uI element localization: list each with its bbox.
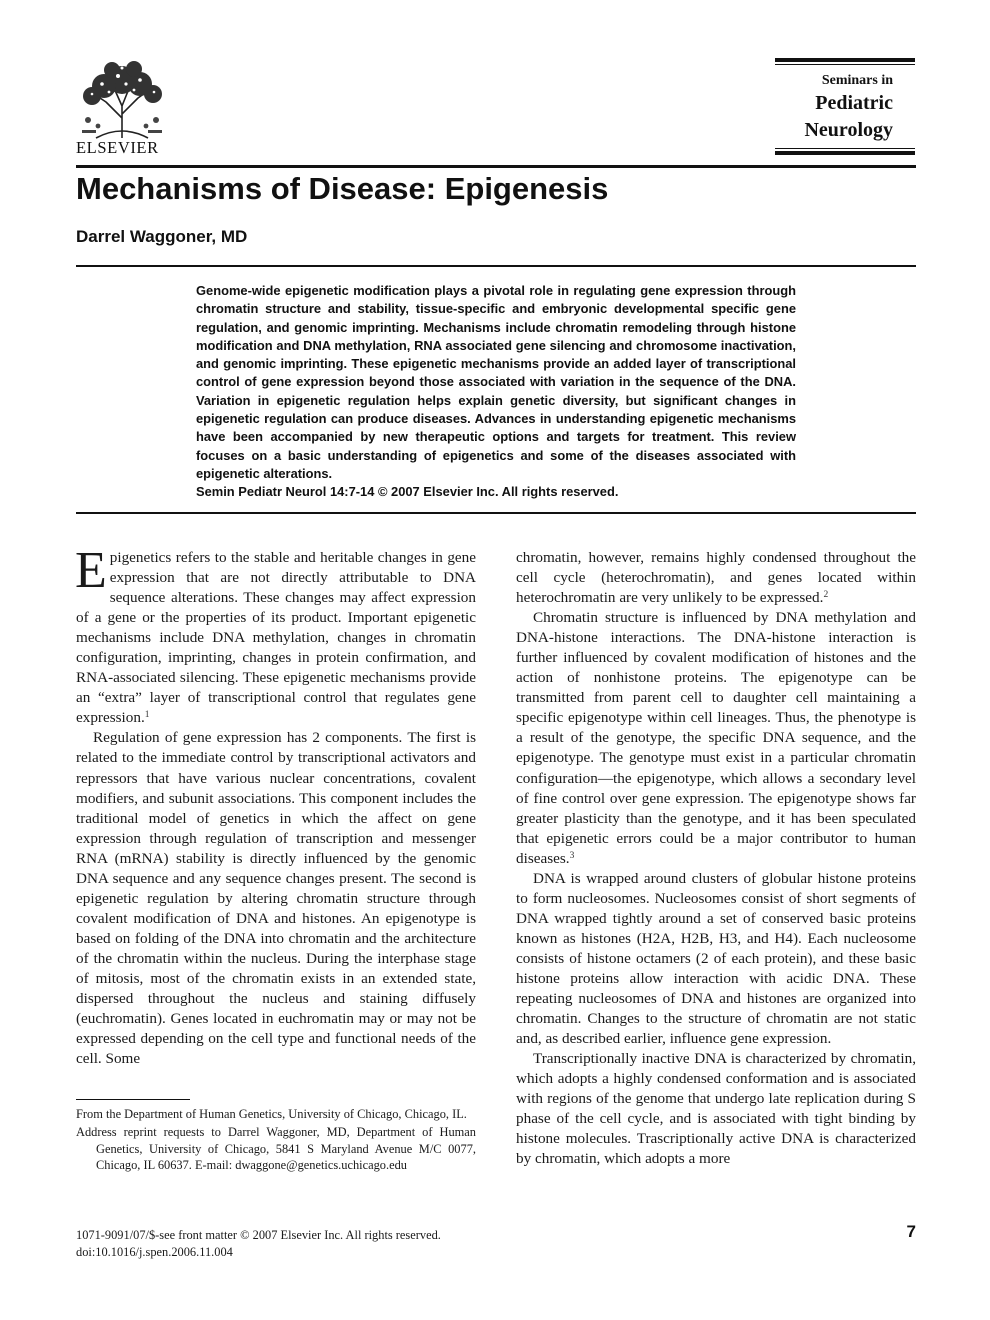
affiliation-from: From the Department of Human Genetics, University of Chicago, Chicago, IL. (76, 1107, 467, 1121)
elsevier-tree-logo-icon (76, 58, 168, 140)
header-divider (76, 165, 916, 168)
page-footer (76, 1227, 441, 1261)
paragraph-text: Chromatin structure is influenced by DNA methylation and DNA-histone interactions. The DNA-histone interaction is further influenced by covalent modification of histones and the action of nonhistone proteins. The epigenotype can be transmitted from parent cell to daughter cell maintaining a specific epigenotype within cell lineages. Thus, the phenotype is a result of the genotype, the specific DNA sequence, and the epigenotype. The genotype must exist in a particular chromatin configuration—the epigenotype, which allows a secondary level of fine control over gene expression. The epigenotype shows far greater plasticity than the genotype, and it has been speculated that epigenetic errors could be a major contributor to human diseases. (516, 609, 916, 867)
publisher-name: ELSEVIER (76, 138, 159, 157)
reference-marker[interactable]: 3 (569, 850, 575, 861)
paragraph (516, 548, 916, 608)
reference-marker[interactable]: 1 (144, 710, 150, 721)
author-name: Darrel Waggoner, MD (76, 227, 248, 246)
abstract-text: Genome-wide epigenetic modification plays a pivotal role in regulating gene expression through chromatin structure and stability, tissue-specific and embryonic developmental specific gene regulation, and genomic imprinting. Mechanisms include chromatin remodeling through histone modification and DNA methylation, RNA associated gene silencing and chromosome inactivation, and genomic imprinting. These epigenetic mechanisms provide an added layer of transcriptional control of gene expression beyond those associated with variation in the sequence of the DNA. Variation in epigenetic regulation helps explain genetic diversity, but significant changes in epigenetic regulation can produce diseases. Advances in understanding epigenetic mechanisms have been accompanied by new therapeutic options and targets for treatment. This review focuses on a basic understanding of epigenetics and some of the diseases associated with epigenetic alterations. (196, 283, 796, 481)
paragraph-text: pigenetics refers to the stable and heritable changes in gene expression that are not directly attributable to DNA sequence alterations. These changes may affect expression of a gene or the properties of its product. Important epigenetic mechanisms include DNA methylation, changes in chromatin configuration, imprinting, changes in protein confirmation, and RNA-associated silencing. These epigenetic mechanisms provide an “extra” layer of transcriptional control that regulates gene expression. (76, 549, 476, 727)
journal-title-line-2: Pediatric (815, 92, 893, 114)
paragraph: Regulation of gene expression has 2 components. The first is related to the immediate control by transcriptional activators and repressors that have various nuclear concentrations, covalent modifiers, and subunit associations. This component includes the traditional model of genetics in which the affect on gene expression through regulation of transcription and messenger RNA (mRNA) stability is directly influenced by the genomic DNA sequence and any sequence changes present. The second is epigenetic regulation by altering chromatin structure through covalent modification of DNA and histones. An epigenotype is based on folding of the DNA into chromatin and the architecture of the chromatin within the nucleus. During the interphase stage of mitosis, most of the chromatin exists in an extended state, dispersed throughout the nucleus and staining diffusely (euchromatin). Genes located in euchromatin may or may not be expressed depending on the cell type and functional needs of the cell. Some (76, 729, 476, 1068)
reference-marker[interactable]: 2 (823, 590, 829, 601)
footnote-divider (76, 1099, 190, 1100)
correspondence-address: Address reprint requests to Darrel Waggoner, MD, Department of Human Genetics, University of Chicago, 5841 S Maryland Avenue M/C 0077, Chicago, IL 60637. E-mail: dwaggone@genetics.uchicago.edu (76, 1124, 476, 1173)
doi-line[interactable]: doi:10.1016/j.spen.2006.11.004 (76, 1245, 233, 1259)
paragraph: Transcriptionally inactive DNA is characterized by chromatin, which adopts a highly condensed conformation and is associated with regions of the genome that undergo late replication during S phase of the cell cycle, and is associated with tight binding by histone molecules. Trascriptionally active DNA is characterized by chromatin, which adopts a more (516, 1050, 916, 1168)
abstract-divider (76, 512, 916, 514)
issn-line: 1071-9091/07/$-see front matter © 2007 Elsevier Inc. All rights reserved. (76, 1228, 441, 1242)
affiliations (76, 1106, 476, 1175)
paragraph (75, 542, 476, 728)
paragraph-text: chromatin, however, remains highly condensed throughout the cell cycle (heterochromatin), and genes located within heterochromatin are very unlikely to be expressed. (516, 549, 916, 607)
journal-title-line-1: Seminars in (821, 73, 893, 88)
journal-title-line-3: Neurology (804, 119, 893, 141)
author-divider (76, 265, 916, 267)
paragraph: DNA is wrapped around clusters of globular histone proteins to form nucleosomes. Nucleosomes consist of short segments of DNA wrapped tightly around a set of conserved basic proteins known as histones (H2A, H2B, H3, and H4). Each nucleosome consists of histone octamers (2 of each protein), and these basic histone proteins allow interaction with acidic DNA. These repeating nucleosomes of DNA and histones are organized into chromatin. Changes to the structure of chromatin are not static and, as described earlier, influence gene expression. (516, 869, 916, 1048)
masthead-rule-top-thin (775, 64, 915, 65)
body-column-left (75, 542, 476, 1069)
paragraph (516, 608, 916, 869)
body-column-right (516, 548, 916, 1169)
masthead-rule-top (775, 58, 915, 62)
drop-cap: E (75, 542, 107, 599)
abstract-citation: Semin Pediatr Neurol 14:7-14 © 2007 Elsevier Inc. All rights reserved. (196, 484, 619, 500)
journal-masthead (775, 58, 915, 155)
page-number: 7 (906, 1222, 916, 1241)
masthead-rule-bottom (775, 151, 915, 155)
article-title: Mechanisms of Disease: Epigenesis (76, 171, 609, 206)
abstract (196, 282, 796, 502)
masthead-rule-bottom-thin (775, 148, 915, 149)
